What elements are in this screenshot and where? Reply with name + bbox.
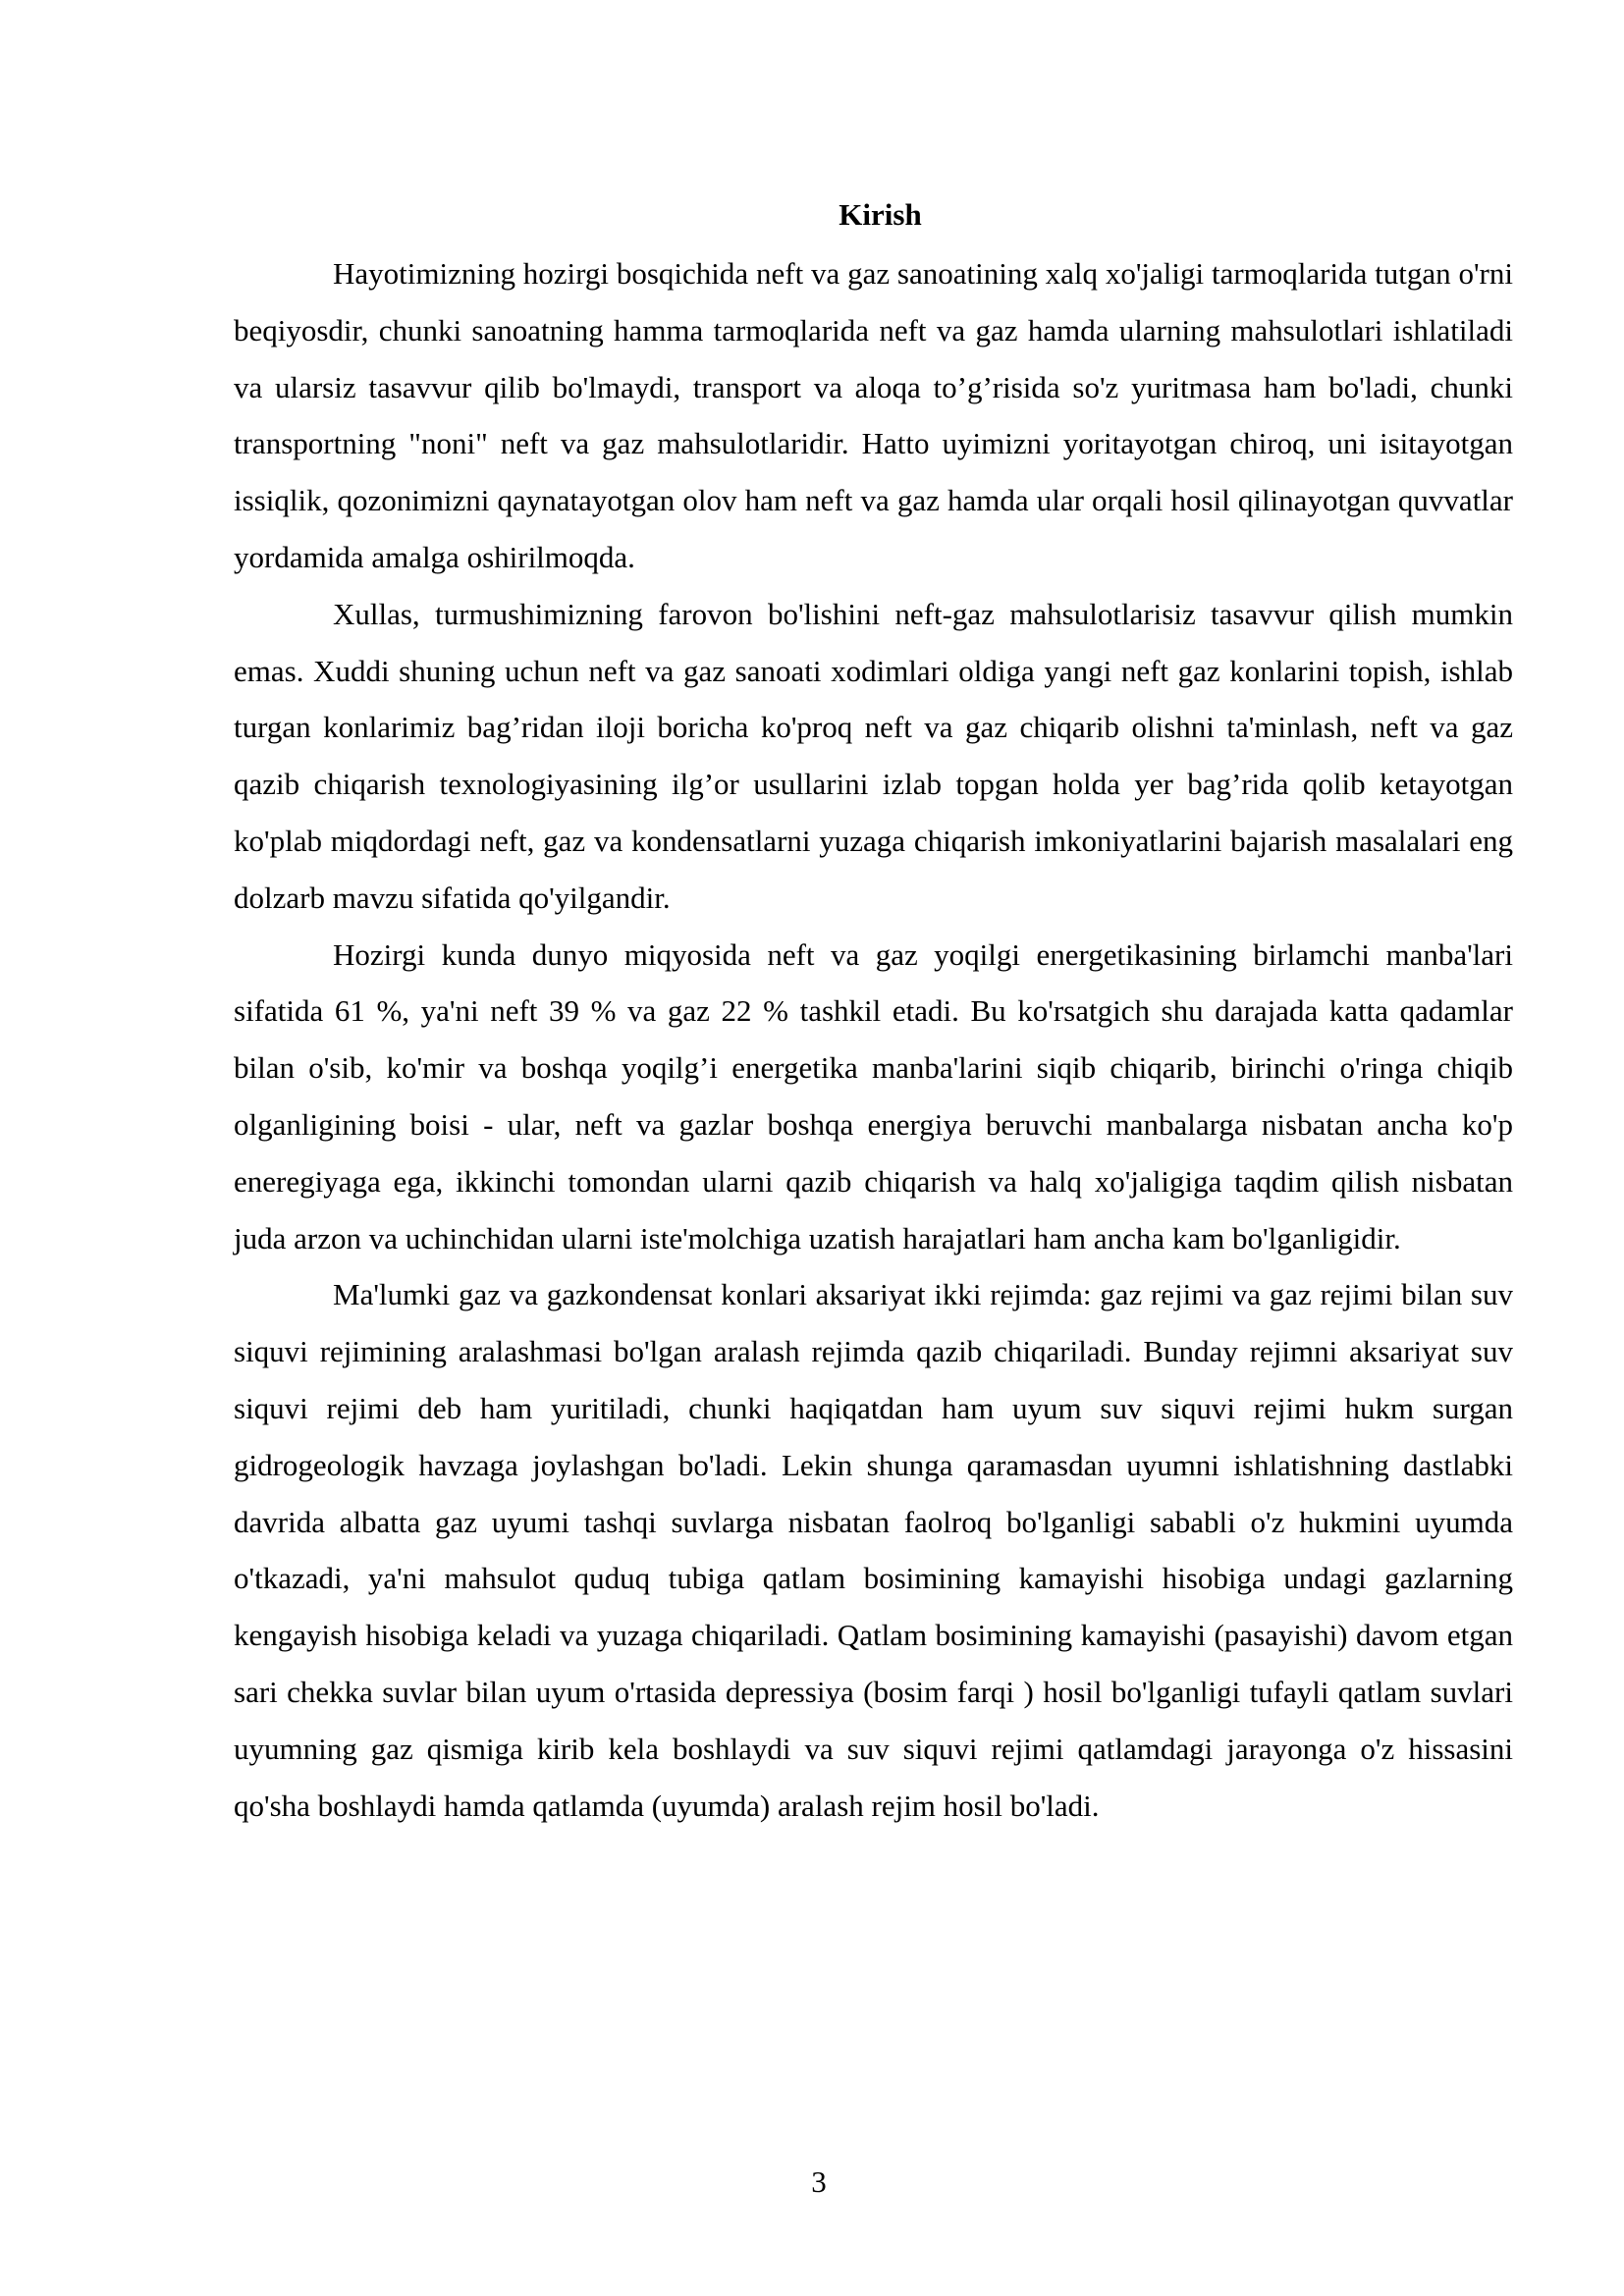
paragraph: Xullas, turmushimizning farovon bo'lishini neft-gaz mahsulotlarisiz tasavvur qilish mumkin emas. Xuddi shuning uchun neft va gaz sanoati xodimlari oldiga yangi neft gaz konlarini topish, ishlab turgan konlarimiz bag’ridan iloji boricha ko'proq neft va gaz chiqarib olishni ta'minlash, neft va gaz qazib chiqarish texnologiyasining ilg’or usullarini izlab topgan holda yer bag’rida qolib ketayotgan ko'plab miqdordagi neft, gaz va kondensatlarni yuzaga chiqarish imkoniyatlarini bajarish masalalari eng dolzarb mavzu sifatida qo'yilgandir. [234, 596, 1513, 915]
paragraph: Hozirgi kunda dunyo miqyosida neft va gaz yoqilgi energetikasining birlamchi manba'lari sifatida 61 %, ya'ni neft 39 % va gaz 22 % tashkil etadi. Bu ko'rsatgich shu darajada katta qadamlar bilan o'sib, ko'mir va boshqa yoqilg’i energetika manba'larini siqib chiqarib, birinchi o'ringa chiqib olganligining boisi - ular, neft va gazlar boshqa energiya beruvchi manbalarga nisbatan ancha ko'p eneregiyaga ega, ikkinchi tomondan ularni qazib chiqarish va halq xo'jaligiga taqdim qilish nisbatan juda arzon va uchinchidan ularni iste'molchiga uzatish harajatlari ham ancha kam bo'lganligidir. [234, 936, 1513, 1255]
section-title: Kirish [839, 197, 922, 232]
document-body [234, 187, 1513, 1834]
paragraph: Ma'lumki gaz va gazkondensat konlari aksariyat ikki rejimda: gaz rejimi va gaz rejimi bilan suv siquvi rejimining aralashmasi bo'lgan aralash rejimda qazib chiqariladi. Bunday rejimni aksariyat suv siquvi rejimi deb ham yuritiladi, chunki haqiqatdan ham uyum suv siquvi rejimi hukm surgan gidrogeologik havzaga joylashgan bo'ladi. Lekin shunga qaramasdan uyumni ishlatishning dastlabki davrida albatta gaz uyumi tashqi suvlarga nisbatan faolroq bo'lganligi sababli o'z hukmini uyumda o'tkazadi, ya'ni mahsulot quduq tubiga qatlam bosimining kamayishi hisobiga undagi gazlarning kengayish hisobiga keladi va yuzaga chiqariladi. Qatlam bosimining kamayishi (pasayishi) davom etgan sari chekka suvlar bilan uyum o'rtasida depressiya (bosim farqi ) hosil bo'lganligi tufayli qatlam suvlari uyumning gaz qismiga kirib kela boshlaydi va suv siquvi rejimi qatlamdagi jarayonga o'z hissasini qo'sha boshlaydi hamda qatlamda (uyumda) aralash rejim hosil bo'ladi. [234, 1277, 1513, 1823]
page-number: 3 [811, 2164, 827, 2199]
paragraph: Hayotimizning hozirgi bosqichida neft va gaz sanoatining xalq xo'jaligi tarmoqlarida tutgan o'rni beqiyosdir, chunki sanoatning hamma tarmoqlarida neft va gaz hamda ularning mahsulotlari ishlatiladi va ularsiz tasavvur qilib bo'lmaydi, transport va aloqa to’g’risida so'z yuritmasa ham bo'ladi, chunki transportning "noni" neft va gaz mahsulotlaridir. Hatto uyimizni yoritayotgan chiroq, uni isitayotgan issiqlik, qozonimizni qaynatayotgan olov ham neft va gaz hamda ular orqali hosil qilinayotgan quvvatlar yordamida amalga oshirilmoqda. [234, 256, 1513, 574]
